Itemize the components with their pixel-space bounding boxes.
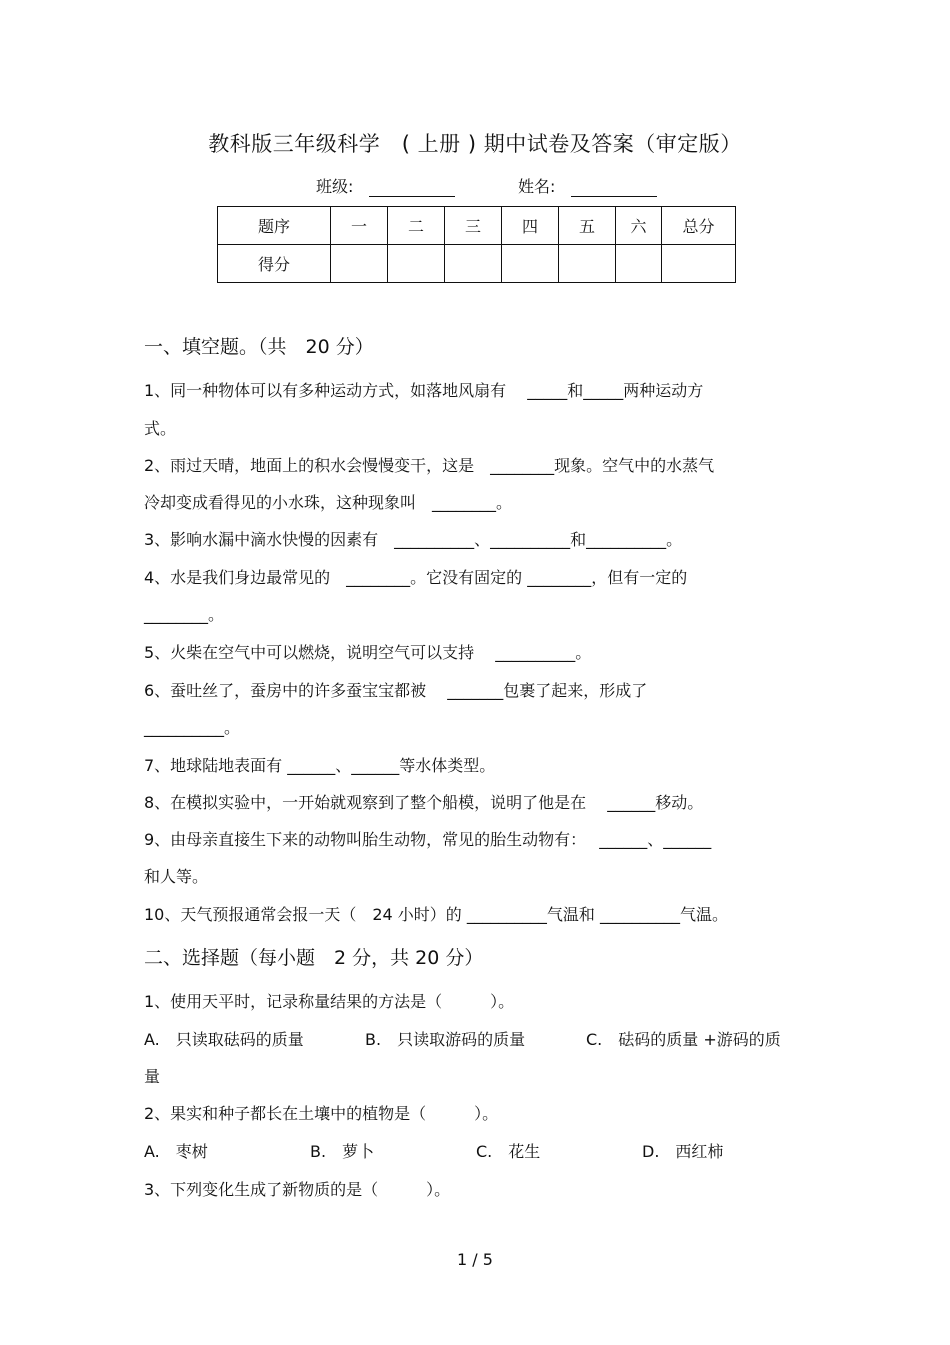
option-a: A. 只读取砝码的质量 bbox=[144, 1030, 304, 1049]
header-cell: 四 bbox=[502, 207, 559, 245]
question-line: __________。 bbox=[144, 718, 241, 737]
class-label: 班级: bbox=[316, 177, 354, 196]
score-cell bbox=[662, 245, 736, 283]
class-blank bbox=[369, 178, 455, 197]
section1-heading: 一、填空题。（共 20 分） bbox=[144, 336, 374, 358]
question-line: 5、火柴在空气中可以燃烧，说明空气可以支持 __________。 bbox=[144, 643, 592, 662]
question-line: 8、在模拟实验中，一开始就观察到了整个船模，说明了他是在 ______移动。 bbox=[144, 793, 704, 812]
question-line: 3、下列变化生成了新物质的是（ ）。 bbox=[144, 1180, 451, 1199]
score-cell bbox=[559, 245, 616, 283]
option-a: A. 枣树 bbox=[144, 1142, 208, 1161]
score-cell bbox=[331, 245, 388, 283]
question-line: 4、水是我们身边最常见的 ________。它没有固定的 ________，但有一定的 bbox=[144, 568, 688, 587]
question-line: 式。 bbox=[144, 419, 177, 438]
header-cell: 六 bbox=[616, 207, 662, 245]
question-line: 量 bbox=[144, 1067, 161, 1086]
question-line: 7、地球陆地表面有 ______、______等水体类型。 bbox=[144, 756, 496, 775]
question-line: 和人等。 bbox=[144, 867, 209, 886]
option-c: C. 花生 bbox=[476, 1142, 541, 1161]
option-b: B. 萝卜 bbox=[310, 1142, 375, 1161]
section2-heading: 二、选择题（每小题 2 分，共 20 分） bbox=[144, 947, 484, 969]
option-c: C. 砝码的质量 +游码的质 bbox=[586, 1030, 781, 1049]
question-line: 3、影响水漏中滴水快慢的因素有 __________、__________和__________。 bbox=[144, 530, 683, 549]
question-line: 1、同一种物体可以有多种运动方式，如落地风扇有 _____和_____两种运动方 bbox=[144, 381, 704, 400]
header-cell: 五 bbox=[559, 207, 616, 245]
score-table-score-row bbox=[218, 245, 736, 283]
class-field bbox=[316, 174, 455, 197]
question-line: 10、天气预报通常会报一天（ 24 小时）的 __________气温和 __________气温。 bbox=[144, 905, 728, 924]
option-b: B. 只读取游码的质量 bbox=[365, 1030, 526, 1049]
score-table-header-row bbox=[218, 207, 736, 245]
header-cell: 题序 bbox=[218, 207, 331, 245]
question-line: 2、果实和种子都长在土壤中的植物是（ ）。 bbox=[144, 1104, 499, 1123]
question-line: 1、使用天平时，记录称量结果的方法是（ ）。 bbox=[144, 992, 515, 1011]
question-line: 6、蚕吐丝了，蚕房中的许多蚕宝宝都被 _______包裹了起来，形成了 bbox=[144, 681, 648, 700]
header-cell: 二 bbox=[388, 207, 445, 245]
page-number: 1 / 5 bbox=[457, 1250, 493, 1269]
header-cell: 总分 bbox=[662, 207, 736, 245]
question-line: 2、雨过天晴，地面上的积水会慢慢变干，这是 ________现象。空气中的水蒸气 bbox=[144, 456, 715, 475]
name-label: 姓名: bbox=[518, 177, 556, 196]
score-cell bbox=[388, 245, 445, 283]
score-cell bbox=[616, 245, 662, 283]
page-title: 教科版三年级科学 ( 上册 ) 期中试卷及答案（审定版） bbox=[208, 132, 742, 156]
name-field bbox=[518, 174, 657, 197]
question-line: 冷却变成看得见的小水珠，这种现象叫 ________。 bbox=[144, 493, 513, 512]
score-table bbox=[217, 206, 736, 283]
header-cell: 三 bbox=[445, 207, 502, 245]
name-blank bbox=[571, 178, 657, 197]
option-d: D. 西红柿 bbox=[642, 1142, 724, 1161]
question-line: 9、由母亲直接生下来的动物叫胎生动物，常见的胎生动物有： ______、______ bbox=[144, 830, 712, 849]
question-line: ________。 bbox=[144, 605, 225, 624]
score-cell bbox=[445, 245, 502, 283]
score-row-label: 得分 bbox=[218, 245, 331, 283]
header-cell: 一 bbox=[331, 207, 388, 245]
score-cell bbox=[502, 245, 559, 283]
